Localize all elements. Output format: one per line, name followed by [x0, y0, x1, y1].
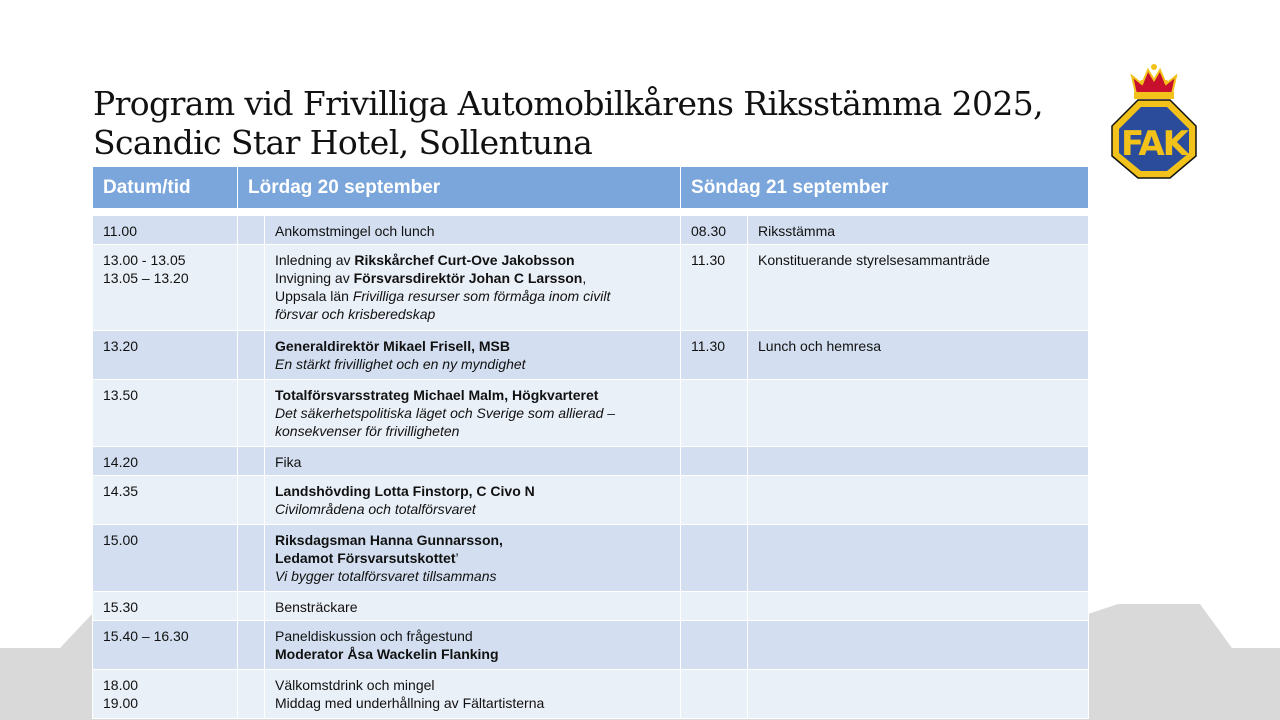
text-run: Uppsala län: [275, 288, 353, 304]
table-row: [93, 670, 1089, 719]
cell-spacer: [238, 447, 265, 476]
cell-sunday-time: [681, 447, 748, 476]
saturday-line: [275, 694, 674, 712]
saturday-line: [275, 627, 674, 645]
title-line-2: Scandic Star Hotel, Sollentuna: [93, 123, 593, 162]
program-table: [92, 166, 1089, 719]
text-run: Middag med underhållning av Fältartisterna: [275, 695, 545, 711]
saturday-line: [275, 222, 674, 240]
cell-time: [93, 380, 238, 447]
cell-sunday-time: [681, 621, 748, 670]
cell-saturday: [265, 476, 681, 525]
time-line: 19.00: [103, 695, 139, 711]
cell-time: [93, 447, 238, 476]
text-run: Rikskårchef Curt-Ove Jakobsson: [354, 252, 575, 268]
cell-time: [93, 216, 238, 245]
text-run: Fika: [275, 454, 302, 470]
text-run: Invigning av: [275, 270, 354, 286]
table-row: [93, 331, 1089, 380]
cell-sunday: [748, 525, 1089, 592]
saturday-line: [275, 305, 674, 323]
time-line: 15.30: [103, 599, 139, 615]
header-datum: Datum/tid: [93, 167, 238, 209]
saturday-line: [275, 355, 674, 373]
cell-time: [93, 331, 238, 380]
cell-saturday: [265, 245, 681, 331]
table-header-row: [93, 167, 1089, 209]
cell-saturday: [265, 592, 681, 621]
text-run: Ledamot Försvarsutskottet: [275, 550, 456, 566]
cell-sunday: [748, 380, 1089, 447]
saturday-line: [275, 386, 674, 404]
table-row: [93, 216, 1089, 245]
text-run: Ankomstmingel och lunch: [275, 223, 435, 239]
text-run: Frivilliga resurser som förmåga inom civilt: [352, 288, 611, 304]
time-line: 11.00: [103, 223, 137, 239]
saturday-line: [275, 269, 674, 287]
cell-sunday-time: [681, 525, 748, 592]
text-run: konsekvenser för frivilligheten: [275, 423, 460, 439]
cell-spacer: [238, 621, 265, 670]
saturday-line: [275, 404, 674, 422]
cell-sunday-time: [681, 380, 748, 447]
cell-time: [93, 476, 238, 525]
text-run: Moderator Åsa Wackelin Flanking: [275, 646, 499, 662]
cell-spacer: [238, 592, 265, 621]
cell-saturday: [265, 670, 681, 719]
cell-saturday: [265, 216, 681, 245]
text-run: Generaldirektör Mikael Frisell, MSB: [275, 338, 510, 354]
cell-spacer: [238, 216, 265, 245]
saturday-line: [275, 676, 674, 694]
table-row: [93, 621, 1089, 670]
text-run: ’: [455, 550, 459, 566]
cell-sunday: Lunch och hemresa: [748, 331, 1089, 380]
page-title: [93, 84, 1103, 162]
text-run: Bensträckare: [275, 599, 358, 615]
time-line: 13.05 – 13.20: [103, 270, 189, 286]
cell-saturday: [265, 331, 681, 380]
table-row: [93, 592, 1089, 621]
time-line: 15.00: [103, 532, 139, 548]
text-run: Inledning av: [275, 252, 355, 268]
time-line: 18.00: [103, 677, 139, 693]
text-run: Välkomstdrink och mingel: [275, 677, 435, 693]
table-row: [93, 245, 1089, 331]
saturday-line: [275, 251, 674, 269]
cell-sunday: Konstituerande styrelsesammanträde: [748, 245, 1089, 331]
text-run: Riksdagsman Hanna Gunnarsson,: [275, 532, 503, 548]
cell-spacer: [238, 245, 265, 331]
cell-sunday-time: 08.30: [681, 216, 748, 245]
table-row: [93, 525, 1089, 592]
table-row: [93, 447, 1089, 476]
text-run: Det säkerhetspolitiska läget och Sverige som allierad –: [275, 405, 616, 421]
table-row: [93, 476, 1089, 525]
crown-icon: [1132, 64, 1176, 99]
cell-time: [93, 621, 238, 670]
time-line: 13.50: [103, 387, 139, 403]
title-line-1: Program vid Frivilliga Automobilkårens Riksstämma 2025,: [93, 84, 1044, 123]
text-run: Försvarsdirektör Johan C Larsson: [353, 270, 583, 286]
saturday-line: [275, 453, 674, 471]
saturday-line: [275, 645, 674, 663]
text-run: Totalförsvarsstrateg Michael Malm, Högkvarteret: [275, 387, 599, 403]
cell-sunday-time: 11.30: [681, 245, 748, 331]
program-body: [93, 216, 1089, 719]
cell-spacer: [238, 670, 265, 719]
saturday-line: [275, 337, 674, 355]
fak-logo: [1110, 60, 1198, 180]
cell-sunday: [748, 621, 1089, 670]
time-line: 15.40 – 16.30: [103, 628, 189, 644]
saturday-line: [275, 549, 674, 567]
cell-sunday: [748, 476, 1089, 525]
text-run: Paneldiskussion och frågestund: [275, 628, 473, 644]
cell-saturday: [265, 380, 681, 447]
cell-spacer: [238, 525, 265, 592]
cell-spacer: [238, 476, 265, 525]
saturday-line: [275, 567, 674, 585]
saturday-line: [275, 531, 674, 549]
table-row: [93, 380, 1089, 447]
cell-time: [93, 670, 238, 719]
saturday-line: [275, 482, 674, 500]
header-lordag: Lördag 20 september: [238, 167, 681, 209]
saturday-line: [275, 422, 674, 440]
svg-text:FAK: FAK: [1121, 124, 1187, 164]
cell-sunday-time: [681, 592, 748, 621]
time-line: 13.20: [103, 338, 139, 354]
cell-saturday: [265, 621, 681, 670]
text-run: Vi bygger totalförsvaret tillsammans: [275, 568, 497, 584]
text-run: Civilområdena och totalförsvaret: [275, 501, 476, 517]
cell-sunday-time: [681, 476, 748, 525]
cell-sunday: Riksstämma: [748, 216, 1089, 245]
cell-sunday: [748, 447, 1089, 476]
cell-saturday: [265, 447, 681, 476]
cell-sunday-time: [681, 670, 748, 719]
text-run: Landshövding Lotta Finstorp, C Civo N: [275, 483, 535, 499]
cell-time: [93, 592, 238, 621]
cell-saturday: [265, 525, 681, 592]
cell-sunday-time: 11.30: [681, 331, 748, 380]
cell-sunday: [748, 670, 1089, 719]
cell-spacer: [238, 380, 265, 447]
time-line: 14.20: [103, 454, 139, 470]
text-run: ,: [582, 270, 587, 286]
text-run: försvar och krisberedskap: [275, 306, 436, 322]
saturday-line: [275, 287, 674, 305]
cell-time: [93, 245, 238, 331]
time-line: 13.00 - 13.05: [103, 252, 186, 268]
header-sondag: Söndag 21 september: [681, 167, 1089, 209]
time-line: 14.35: [103, 483, 139, 499]
cell-time: [93, 525, 238, 592]
text-run: En stärkt frivillighet och en ny myndighet: [275, 356, 526, 372]
cell-spacer: [238, 331, 265, 380]
cell-sunday: [748, 592, 1089, 621]
saturday-line: [275, 598, 674, 616]
saturday-line: [275, 500, 674, 518]
